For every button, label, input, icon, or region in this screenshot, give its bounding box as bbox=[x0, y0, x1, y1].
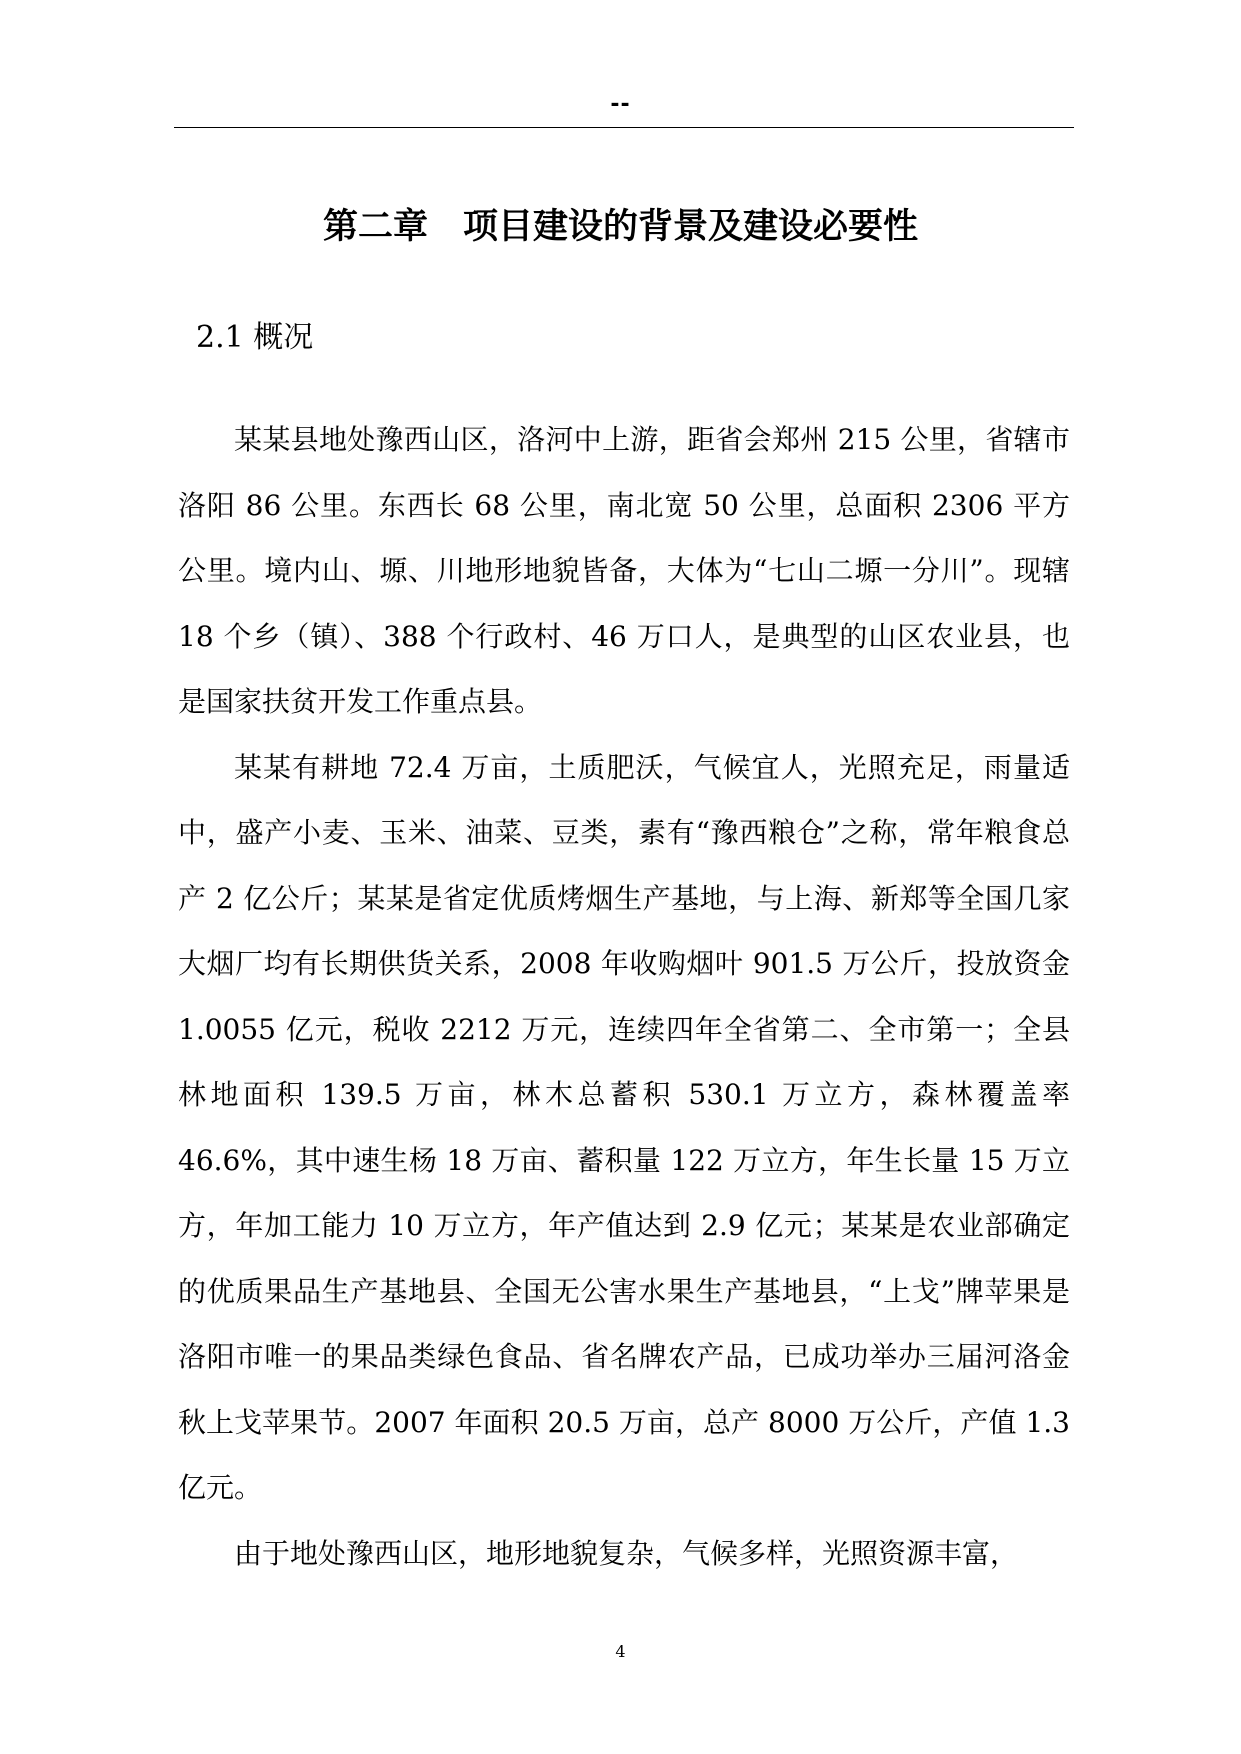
paragraph: 某某有耕地 72.4 万亩，土质肥沃，气候宜人，光照充足，雨量适中，盛产小麦、玉米、油菜、豆类，素有“豫西粮仓”之称，常年粮食总产 2 亿公斤；某某是省定优质烤烟生产基地，与上海、新郑等全国几家大烟厂均有长期供货关系，2008 年收购烟叶 901.5 万公斤，投放资金 1.0055 亿元，税收 2212 万元，连续四年全省第二、全市第一；全县林地面积 139.5 万亩，林木总蓄积 530.1 万立方，森林覆盖率 46.6%，其中速生杨 18 万亩、蓄积量 122 万立方，年生长量 15 万立方，年加工能力 10 万立方，年产值达到 2.9 亿元；某某是农业部确定的优质果品生产基地县、全国无公害水果生产基地县，“上戈”牌苹果是洛阳市唯一的果品类绿色食品、省名牌农产品，已成功举办三届河洛金秋上戈苹果节。2007 年面积 20.5 万亩，总产 8000 万公斤，产值 1.3 亿元。 bbox=[178, 750, 1070, 1504]
page-number: 4 bbox=[615, 1642, 626, 1661]
paragraph: 某某县地处豫西山区，洛河中上游，距省会郑州 215 公里，省辖市洛阳 86 公里。东西长 68 公里，南北宽 50 公里，总面积 2306 平方公里。境内山、塬、川地形地貌皆备，大体为“七山二塬一分川”。现辖 18 个乡（镇）、388 个行政村、46 万口人，是典型的山区农业县，也是国家扶贫开发工作重点县。 bbox=[178, 423, 1070, 718]
body-text bbox=[178, 407, 1070, 1586]
section-heading: 2.1 概况 bbox=[196, 320, 314, 355]
header-rule bbox=[174, 127, 1074, 128]
header-mark: -- bbox=[610, 92, 631, 117]
chapter-title: 第二章 项目建设的背景及建设必要性 bbox=[322, 207, 918, 247]
paragraph: 由于地处豫西山区，地形地貌复杂，气候多样，光照资源丰富， bbox=[234, 1536, 1019, 1570]
